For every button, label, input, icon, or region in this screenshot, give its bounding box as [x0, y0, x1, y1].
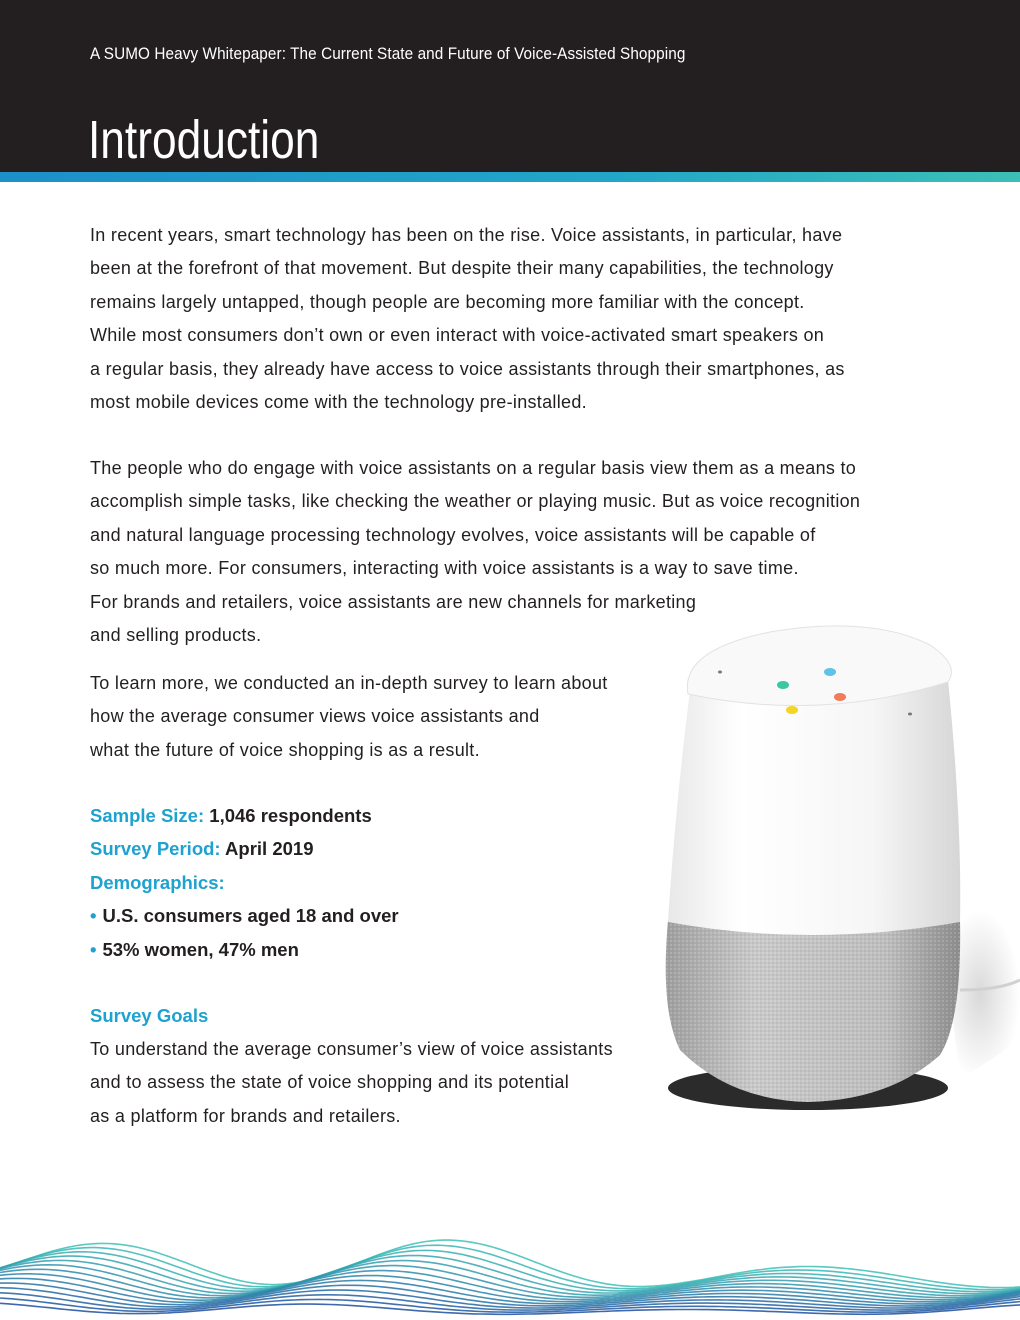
survey-period-row [90, 832, 399, 865]
green-light-icon [777, 681, 789, 689]
paragraph-line: The people who do engage with voice assistants on a regular basis view them as a means to [90, 458, 857, 478]
paragraph-line: To learn more, we conducted an in-depth survey to learn about [90, 673, 608, 693]
page-title: Introduction [88, 110, 320, 171]
paragraph-line: While most consumers don’t own or even interact with voice-activated smart speakers on [90, 325, 825, 346]
red-light-icon [834, 693, 846, 701]
yellow-light-icon [786, 706, 798, 714]
document-subtitle: A SUMO Heavy Whitepaper: The Current State and Future of Voice-Assisted Shopping [90, 44, 686, 63]
paragraph-line: For brands and retailers, voice assistants are new channels for marketing [90, 591, 697, 612]
sample-size-label: Sample Size: [90, 805, 205, 826]
survey-facts [90, 799, 399, 966]
header-accent-strip [0, 172, 1020, 182]
sound-wave-decoration [0, 1140, 1020, 1320]
bullet-icon: • [90, 938, 97, 960]
survey-goals-text [90, 1033, 670, 1133]
demographic-item [90, 933, 399, 966]
intro-paragraph-1 [90, 219, 950, 419]
demographic-text: 53% women, 47% men [102, 938, 299, 960]
paragraph-line: what the future of voice shopping is as a result. [90, 739, 480, 760]
paragraph-line: and to assess the state of voice shopping and its potential [90, 1072, 570, 1093]
sample-size-value: 1,046 respondents [209, 805, 372, 826]
paragraph-line: so much more. For consumers, interacting with voice assistants is a way to save time. [90, 558, 799, 579]
paragraph-line: how the average consumer views voice assistants and [90, 706, 540, 727]
header-banner [0, 0, 1020, 172]
paragraph-line: remains largely untapped, though people are becoming more familiar with the concept. [90, 291, 805, 312]
paragraph-line: been at the forefront of that movement. But despite their many capabilities, the technology [90, 258, 834, 279]
survey-goals-heading: Survey Goals [90, 1005, 209, 1026]
smart-speaker-image [640, 610, 1020, 1120]
intro-paragraph-3 [90, 667, 670, 767]
paragraph-line: as a platform for brands and retailers. [90, 1105, 401, 1126]
paragraph-line: most mobile devices come with the technology pre-installed. [90, 392, 587, 413]
survey-period-value: April 2019 [225, 838, 314, 860]
survey-period-label: Survey Period: [90, 838, 221, 860]
paragraph-line: a regular basis, they already have access to voice assistants through their smartphones, as [90, 358, 845, 379]
demographic-item [90, 899, 399, 932]
paragraph-line: accomplish simple tasks, like checking the weather or playing music. But as voice recognition [90, 491, 861, 512]
paragraph-line: and natural language processing technology evolves, voice assistants will be capable of [90, 524, 816, 545]
demographic-text: U.S. consumers aged 18 and over [102, 905, 399, 927]
sample-size-row [90, 799, 399, 832]
paragraph-line: In recent years, smart technology has been on the rise. Voice assistants, in particular, have [90, 225, 843, 245]
blue-light-icon [824, 668, 836, 676]
paragraph-line: To understand the average consumer’s view of voice assistants [90, 1039, 613, 1059]
paragraph-line: and selling products. [90, 625, 262, 646]
demographics-label: Demographics: [90, 871, 225, 893]
bullet-icon: • [90, 905, 97, 927]
